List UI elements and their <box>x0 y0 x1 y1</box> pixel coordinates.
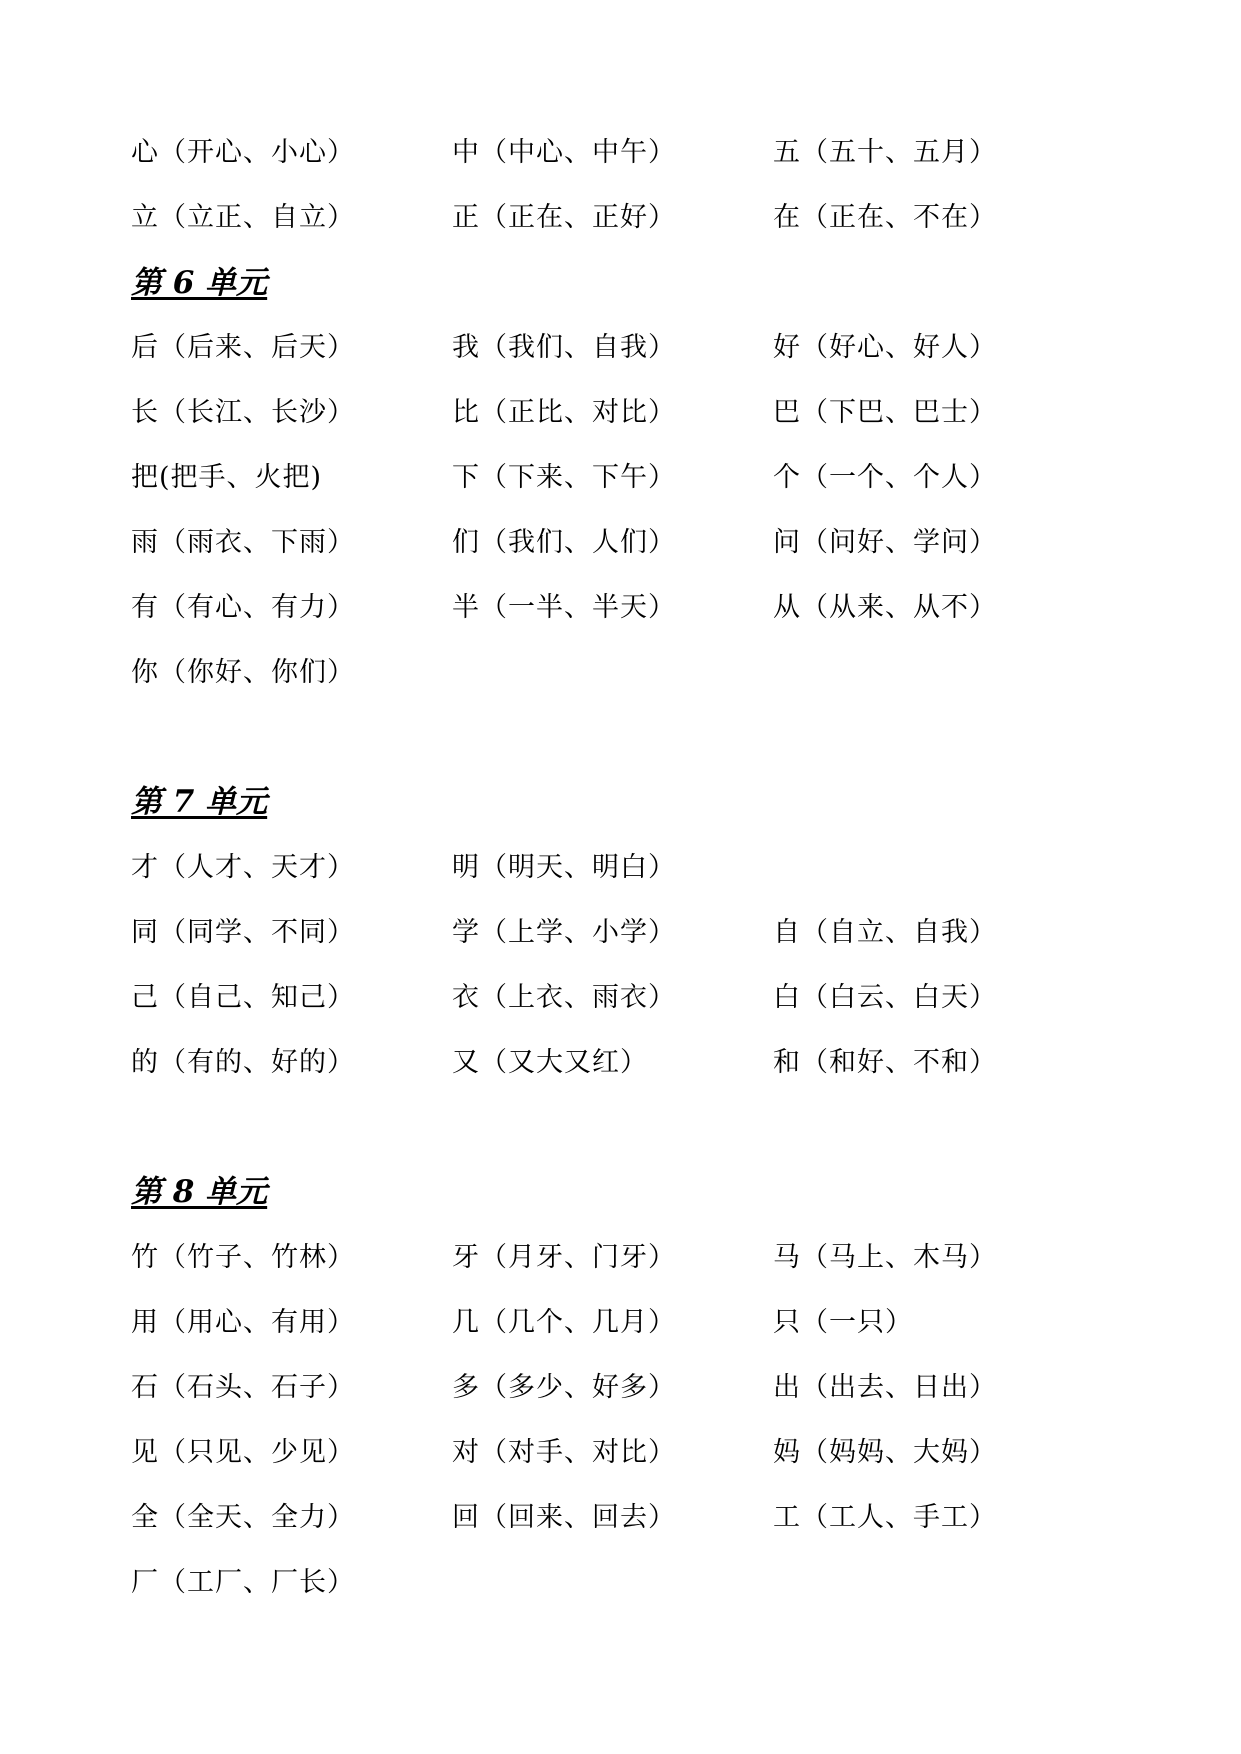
word-entry: 个（一个、个人） <box>773 462 997 493</box>
word-entry: 又（又大又红） <box>452 1047 648 1078</box>
word-entry: 巴（下巴、巴士） <box>773 397 997 428</box>
word-entry: 的（有的、好的） <box>131 1047 355 1078</box>
word-entry: 心（开心、小心） <box>131 137 355 168</box>
word-entry: 半（一半、半天） <box>452 592 676 623</box>
word-entry: 在（正在、不在） <box>773 202 997 233</box>
word-entry: 几（几个、几月） <box>452 1307 676 1338</box>
word-entry: 雨（雨衣、下雨） <box>131 527 355 558</box>
word-entry: 石（石头、石子） <box>131 1372 355 1403</box>
word-entry: 比（正比、对比） <box>452 397 676 428</box>
word-entry: 长（长江、长沙） <box>131 397 355 428</box>
word-entry: 妈（妈妈、大妈） <box>773 1437 997 1468</box>
word-entry: 才（人才、天才） <box>131 852 355 883</box>
unit-heading: 第 8 单元 <box>131 1174 268 1210</box>
word-entry: 马（马上、木马） <box>773 1242 997 1273</box>
word-entry: 只（一只） <box>773 1307 913 1338</box>
word-entry: 好（好心、好人） <box>773 332 997 363</box>
word-entry: 厂（工厂、厂长） <box>131 1567 355 1598</box>
word-entry: 用（用心、有用） <box>131 1307 355 1338</box>
word-entry: 白（白云、白天） <box>773 982 997 1013</box>
word-entry: 全（全天、全力） <box>131 1502 355 1533</box>
word-entry: 们（我们、人们） <box>452 527 676 558</box>
word-entry: 你（你好、你们） <box>131 657 355 688</box>
word-entry: 己（自己、知己） <box>131 982 355 1013</box>
unit-heading: 第 6 单元 <box>131 265 268 301</box>
word-entry: 和（和好、不和） <box>773 1047 997 1078</box>
word-entry: 工（工人、手工） <box>773 1502 997 1533</box>
word-entry: 见（只见、少见） <box>131 1437 355 1468</box>
word-entry: 正（正在、正好） <box>452 202 676 233</box>
word-entry: 同（同学、不同） <box>131 917 355 948</box>
word-entry: 从（从来、从不） <box>773 592 997 623</box>
word-entry: 有（有心、有力） <box>131 592 355 623</box>
word-entry: 牙（月牙、门牙） <box>452 1242 676 1273</box>
word-entry: 把(把手、火把) <box>131 462 323 493</box>
word-entry: 回（回来、回去） <box>452 1502 676 1533</box>
word-entry: 学（上学、小学） <box>452 917 676 948</box>
word-entry: 五（五十、五月） <box>773 137 997 168</box>
word-entry: 我（我们、自我） <box>452 332 676 363</box>
word-entry: 自（自立、自我） <box>773 917 997 948</box>
word-entry: 多（多少、好多） <box>452 1372 676 1403</box>
unit-heading: 第 7 单元 <box>131 784 268 820</box>
word-entry: 衣（上衣、雨衣） <box>452 982 676 1013</box>
word-entry: 明（明天、明白） <box>452 852 676 883</box>
word-entry: 问（问好、学问） <box>773 527 997 558</box>
word-entry: 出（出去、日出） <box>773 1372 997 1403</box>
word-entry: 中（中心、中午） <box>452 137 676 168</box>
word-entry: 后（后来、后天） <box>131 332 355 363</box>
word-entry: 下（下来、下午） <box>452 462 676 493</box>
word-entry: 立（立正、自立） <box>131 202 355 233</box>
word-entry: 对（对手、对比） <box>452 1437 676 1468</box>
word-entry: 竹（竹子、竹林） <box>131 1242 355 1273</box>
